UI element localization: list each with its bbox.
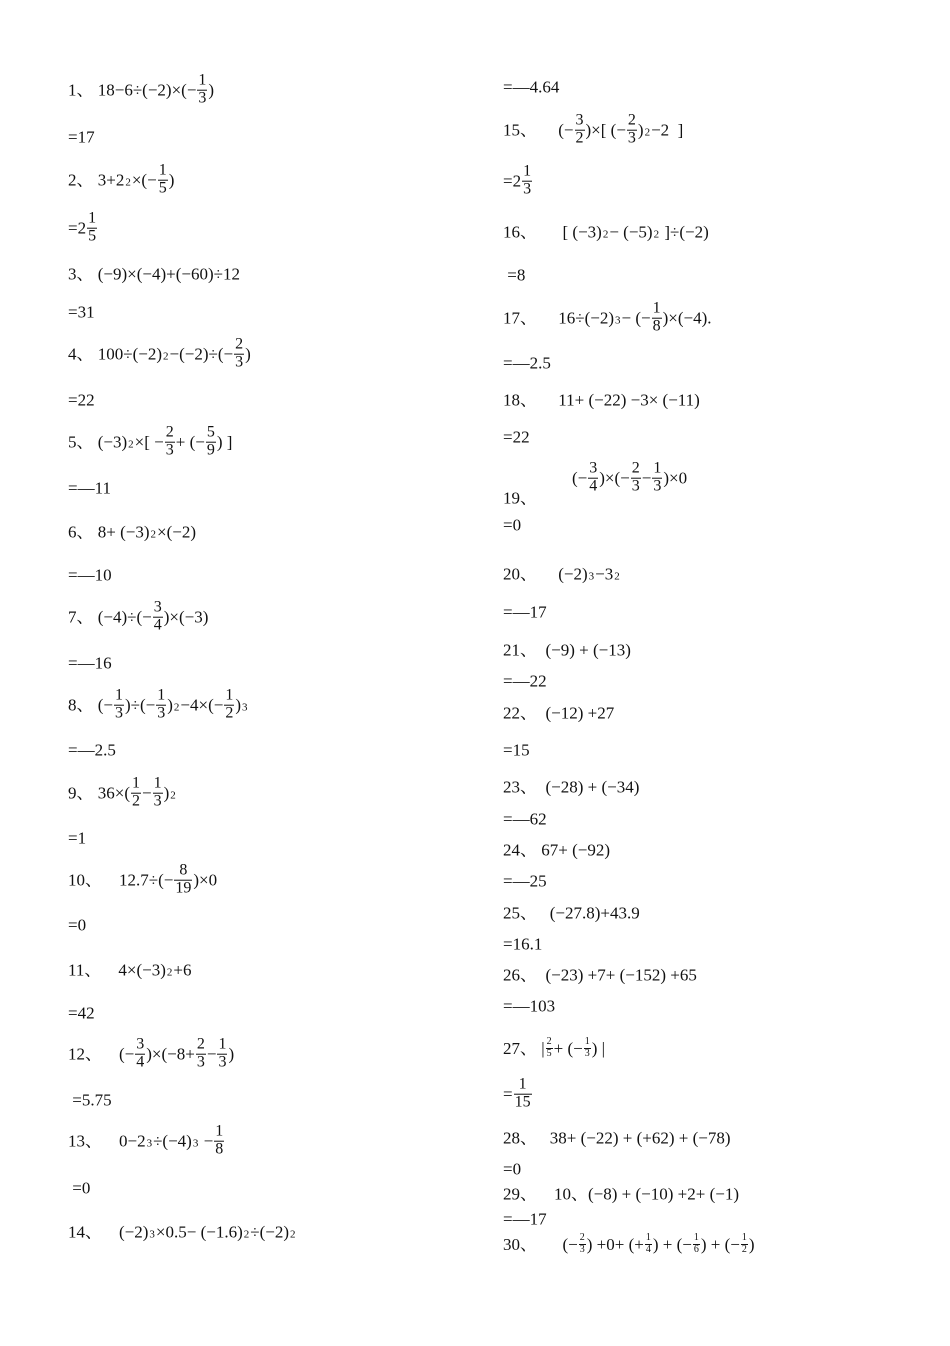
fraction (135, 1037, 145, 1072)
fraction-numerator: 1 (693, 1232, 699, 1243)
math-text: =—62 (503, 809, 547, 829)
math-text: − (−5) (609, 222, 653, 242)
fraction (645, 1233, 652, 1255)
math-text: +6 (173, 960, 192, 980)
fraction-numerator: 1 (741, 1232, 747, 1243)
math-text: 5、 (−3) (68, 432, 128, 452)
exponent: 2 (653, 228, 660, 241)
math-text: =22 (68, 390, 95, 410)
problem-expression-p28 (503, 1128, 731, 1147)
fraction-numerator: 3 (589, 459, 598, 477)
math-text: )×(− (599, 468, 630, 488)
math-text: 6、 8+ (−3) (68, 522, 150, 542)
fraction (652, 301, 662, 336)
fraction (87, 211, 97, 246)
problem-expression-p4 (68, 337, 251, 372)
fraction (196, 1037, 206, 1072)
fraction (197, 73, 207, 108)
problem-answer-p20 (503, 602, 547, 621)
fraction-denominator: 15 (514, 1093, 531, 1111)
problem-expression-p11 (68, 960, 191, 979)
math-text: 1、 18−6÷(−2)×(− (68, 80, 197, 100)
fraction-denominator: 4 (645, 1243, 651, 1255)
math-text: =—11 (68, 478, 111, 498)
problem-answer-p14a (503, 77, 559, 96)
problem-answer-p3 (68, 302, 95, 321)
problem-answer-p29 (503, 1209, 547, 1228)
fraction-numerator: 2 (196, 1035, 205, 1053)
problem-answer-p9 (68, 828, 86, 847)
fraction-denominator: 9 (206, 441, 215, 459)
fraction-numerator: 1 (652, 299, 661, 317)
math-text: 11、 4×(−3) (68, 960, 166, 980)
fraction (156, 688, 166, 723)
fraction (234, 337, 244, 372)
problem-answer-p17 (503, 353, 551, 372)
fraction-numerator: 2 (579, 1232, 585, 1243)
exponent: 2 (128, 438, 134, 451)
fraction (174, 863, 192, 898)
fraction-denominator: 3 (523, 180, 532, 198)
fraction-denominator: 3 (196, 1053, 205, 1071)
fraction-numerator: 2 (235, 335, 244, 353)
fraction-denominator: 4 (153, 616, 162, 634)
problem-expression-p18 (503, 390, 700, 409)
math-text: ×0.5− (−1.6) (155, 1222, 243, 1242)
problem-answer-p19 (503, 515, 521, 534)
math-text: ) | (591, 1038, 606, 1058)
fraction-numerator: 1 (645, 1232, 651, 1243)
fraction-numerator: 1 (523, 162, 532, 180)
math-text: =—17 (503, 602, 547, 622)
math-text: −(−2)÷(− (169, 344, 234, 364)
math-text: =42 (68, 1003, 95, 1023)
fraction-denominator: 8 (652, 317, 661, 335)
math-text: ) + (− (652, 1234, 692, 1254)
math-text: 2、 3+2 (68, 170, 125, 190)
problem-expression-p29 (503, 1184, 739, 1203)
math-text: 21、 (−9) + (−13) (503, 640, 631, 660)
math-text: =16.1 (503, 934, 543, 954)
fraction (575, 113, 585, 148)
math-text: =1 (68, 828, 87, 848)
exponent: 2 (173, 701, 180, 714)
fraction (158, 163, 168, 198)
math-text: 25、 (−27.8)+43.9 (503, 903, 640, 923)
problem-answer-p24 (503, 871, 547, 890)
math-text: =—22 (503, 671, 547, 691)
fraction (514, 1077, 532, 1112)
fraction-denominator: 3 (653, 477, 662, 495)
fraction (153, 600, 163, 635)
fraction (627, 113, 637, 148)
problem-answer-p26 (503, 996, 555, 1015)
fraction-numerator: 1 (115, 686, 123, 704)
math-text: 3、 (−9)×(−4)+(−60)÷12 (68, 264, 240, 284)
problem-answer-p12 (68, 1090, 112, 1109)
fraction (631, 461, 641, 496)
problem-answer-p8 (68, 740, 116, 759)
math-text: 27、 | (503, 1038, 545, 1058)
math-text: =—17 (503, 1209, 547, 1229)
fraction-denominator: 3 (584, 1047, 590, 1059)
fraction (652, 461, 662, 496)
exponent: 3 (615, 314, 621, 327)
math-text: 24、 67+ (−92) (503, 840, 610, 860)
fraction-denominator: 5 (546, 1047, 552, 1059)
math-text: 12、 (− (68, 1044, 135, 1064)
math-text: =0 (503, 1159, 522, 1179)
math-text: − (641, 468, 652, 488)
fraction-denominator: 3 (627, 129, 636, 147)
math-text: =22 (503, 427, 530, 447)
problem-answer-p28 (503, 1159, 521, 1178)
math-text: 13、 0−2 (68, 1131, 146, 1151)
fraction-denominator: 5 (88, 227, 97, 245)
exponent: 2 (614, 570, 620, 583)
math-text: ) (163, 783, 170, 803)
problem-expression-p23 (503, 777, 639, 796)
fraction-numerator: 1 (225, 686, 234, 704)
exponent: 3 (149, 1228, 155, 1241)
problem-expression-p8 (68, 688, 249, 723)
math-text: =—2.5 (503, 353, 551, 373)
fraction-denominator: 8 (215, 1140, 224, 1158)
problem-expression-p27 (503, 1037, 605, 1059)
fraction-numerator: 5 (206, 423, 215, 441)
fraction-numerator: 1 (158, 161, 167, 179)
math-text: ) ] (216, 432, 233, 452)
fraction-denominator: 4 (589, 477, 598, 495)
math-text: 7、 (−4)÷(− (68, 607, 152, 627)
math-text: = (503, 1084, 513, 1104)
math-text: ) (168, 170, 175, 190)
fraction-numerator: 1 (584, 1036, 590, 1047)
math-text: + (− (175, 432, 205, 452)
fraction-numerator: 1 (157, 686, 166, 704)
math-text: 8、 (− (68, 695, 113, 715)
problem-expression-p12 (68, 1037, 234, 1072)
exponent: 2 (163, 350, 169, 363)
math-text: + (− (553, 1038, 583, 1058)
problem-expression-p26 (503, 965, 697, 984)
math-text: )×[ (− (585, 120, 626, 140)
exponent: 2 (290, 1228, 296, 1241)
problem-answer-p22 (503, 740, 530, 759)
math-text: =5.75 (68, 1090, 112, 1110)
math-text: ÷(−4) (153, 1131, 192, 1151)
fraction-denominator: 3 (631, 477, 640, 495)
fraction-denominator: 3 (579, 1243, 585, 1255)
problem-answer-p11 (68, 1003, 95, 1022)
problem-answer-p21 (503, 671, 547, 690)
fraction-denominator: 3 (198, 89, 207, 107)
problem-expression-p25 (503, 903, 640, 922)
problem-expression-p19 (572, 461, 687, 496)
fraction-numerator: 8 (174, 863, 192, 881)
math-text: =31 (68, 302, 95, 322)
fraction-numerator: 1 (215, 1122, 224, 1140)
math-text: − (199, 1131, 214, 1151)
fraction (588, 461, 598, 496)
problem-answer-p2 (68, 211, 98, 246)
math-text: ÷(−2) (250, 1222, 290, 1242)
math-text: − (142, 783, 152, 803)
math-text: − (206, 1044, 217, 1064)
exponent: 2 (644, 126, 651, 139)
fraction-denominator: 2 (575, 129, 584, 147)
fraction-denominator: 3 (218, 1053, 227, 1071)
math-text: −3 (595, 564, 614, 584)
fraction-numerator: 2 (627, 111, 636, 129)
math-text: =0 (68, 1178, 91, 1198)
math-text: ) +0+ (+ (586, 1234, 644, 1254)
fraction-numerator: 1 (218, 1035, 227, 1053)
fraction-denominator: 3 (153, 792, 162, 810)
problem-expression-p30 (503, 1233, 755, 1255)
problem-answer-p13 (68, 1178, 90, 1197)
math-text: 26、 (−23) +7+ (−152) +65 (503, 965, 697, 985)
fraction (131, 776, 141, 811)
fraction-numerator: 1 (514, 1077, 532, 1095)
math-text: =—2.5 (68, 740, 116, 760)
fraction (579, 1233, 586, 1255)
math-text: ) (167, 695, 173, 715)
problem-answer-p5 (68, 478, 111, 497)
fraction-numerator: 2 (165, 423, 174, 441)
math-text: =2 (68, 218, 87, 238)
math-text: (− (572, 468, 588, 488)
math-text: 4、 100÷(−2) (68, 344, 162, 364)
math-text: )×0 (663, 468, 688, 488)
fraction-denominator: 19 (175, 879, 192, 897)
math-text: ) + (− (700, 1234, 740, 1254)
problem-expression-p5 (68, 425, 232, 460)
problem-expression-p9 (68, 776, 177, 811)
problem-expression-p2 (68, 163, 174, 198)
problem-expression-p10 (68, 863, 217, 898)
math-text: ]÷(−2) (660, 222, 709, 242)
problem-answer-p25 (503, 934, 542, 953)
exponent: 3 (242, 701, 248, 714)
math-text: )×(−8+ (146, 1044, 195, 1064)
math-text: ) (208, 80, 215, 100)
problem-answer-p23 (503, 809, 547, 828)
problem-answer-p15 (503, 164, 533, 199)
math-text: =8 (503, 265, 526, 285)
problem-answer-p4 (68, 390, 95, 409)
fraction (153, 776, 163, 811)
fraction-numerator: 2 (546, 1036, 552, 1047)
fraction-denominator: 4 (136, 1053, 145, 1071)
fraction-denominator: 2 (741, 1243, 747, 1255)
problem-expression-p20 (503, 564, 621, 583)
math-text: −4×(− (180, 695, 224, 715)
problem-answer-p7 (68, 653, 112, 672)
math-text: 9、 36×( (68, 783, 130, 803)
problem-answer-p1 (68, 127, 95, 146)
math-text: 20、 (−2) (503, 564, 588, 584)
problem-expression-p1 (68, 73, 214, 108)
math-text: )×0 (193, 870, 218, 890)
math-text: ) (228, 1044, 235, 1064)
math-text: ×(− (131, 170, 157, 190)
math-text: )×(−3) (163, 607, 209, 627)
problem-expression-p13 (68, 1124, 225, 1159)
fraction-denominator: 5 (158, 179, 167, 197)
fraction (114, 688, 124, 723)
fraction-numerator: 1 (198, 71, 207, 89)
fraction (584, 1037, 591, 1059)
fraction (693, 1233, 700, 1255)
fraction-numerator: 1 (153, 774, 162, 792)
exponent: 3 (588, 570, 595, 583)
exponent: 2 (125, 176, 131, 189)
problem-expression-p3 (68, 264, 240, 283)
problem-expression-p24 (503, 840, 610, 859)
fraction (741, 1233, 748, 1255)
fraction-numerator: 3 (136, 1035, 145, 1053)
fraction-numerator: 2 (631, 459, 640, 477)
fraction-denominator: 2 (132, 792, 140, 810)
problem-expression-p15 (503, 113, 683, 148)
problem-expression-p21 (503, 640, 631, 659)
math-text: ) (637, 120, 644, 140)
fraction (165, 425, 175, 460)
fraction (546, 1037, 553, 1059)
problem-answer-p27 (503, 1077, 533, 1112)
math-text: 17、 16÷(−2) (503, 308, 614, 328)
problem-expression-p7 (68, 600, 208, 635)
math-text: ×[ − (134, 432, 164, 452)
math-text: =0 (68, 915, 87, 935)
exponent: 3 (192, 1137, 199, 1150)
fraction-numerator: 1 (653, 459, 662, 477)
math-text: =—103 (503, 996, 556, 1016)
fraction (522, 164, 532, 199)
fraction-numerator: 1 (132, 774, 140, 792)
math-text: =2 (503, 171, 522, 191)
math-text: 16、 [ (−3) (503, 222, 602, 242)
problem-expression-p22 (503, 703, 614, 722)
exponent: 2 (602, 228, 609, 241)
fraction-denominator: 3 (235, 353, 244, 371)
math-text: 29、 10、(−8) + (−10) +2+ (−1) (503, 1184, 739, 1204)
math-text: ) (235, 695, 242, 715)
math-text: 28、 38+ (−22) + (+62) + (−78) (503, 1128, 731, 1148)
math-text: − (− (621, 308, 651, 328)
math-text: 22、 (−12) +27 (503, 703, 615, 723)
math-text: 18、 11+ (−22) −3× (−11) (503, 390, 700, 410)
problem-answer-p16 (503, 265, 525, 284)
fraction (214, 1124, 224, 1159)
fraction-denominator: 3 (165, 441, 174, 459)
problem-expression-p14 (68, 1222, 297, 1241)
math-text: =0 (503, 515, 522, 535)
fraction (217, 1037, 227, 1072)
math-text: =—10 (68, 565, 112, 585)
math-text: =—25 (503, 871, 547, 891)
math-text: ) (245, 344, 251, 364)
fraction-denominator: 3 (157, 704, 166, 722)
problem-answer-p6 (68, 565, 112, 584)
problem-expression-p17 (503, 301, 712, 336)
math-text: 15、 (− (503, 120, 574, 140)
math-text: )×(−4). (662, 308, 712, 328)
exponent: 2 (170, 789, 176, 802)
math-text: 23、 (−28) + (−34) (503, 777, 640, 797)
math-text: )÷(− (125, 695, 156, 715)
fraction-denominator: 2 (225, 704, 234, 722)
math-text: ×(−2) (157, 522, 196, 542)
exponent: 2 (243, 1228, 250, 1241)
fraction-numerator: 1 (88, 209, 97, 227)
math-text: −2 ] (651, 120, 684, 140)
math-text: ) (748, 1234, 755, 1254)
math-text: =17 (68, 127, 95, 147)
problem-expression-p16 (503, 222, 709, 241)
math-text: =15 (503, 740, 530, 760)
fraction-denominator: 3 (115, 704, 123, 722)
fraction-numerator: 3 (153, 598, 162, 616)
problem-label-p19: 19、 (503, 488, 537, 508)
problem-answer-p10 (68, 915, 86, 934)
problem-answer-p18 (503, 427, 530, 446)
fraction (224, 688, 234, 723)
problem-expression-p6 (68, 522, 196, 541)
exponent: 2 (150, 528, 156, 541)
fraction-denominator: 6 (693, 1243, 699, 1255)
fraction-numerator: 3 (575, 111, 584, 129)
exponent: 3 (146, 1137, 153, 1150)
math-text: 30、 (− (503, 1234, 578, 1254)
math-text: 14、 (−2) (68, 1222, 149, 1242)
exponent: 2 (166, 966, 173, 979)
math-text: =—4.64 (503, 77, 560, 97)
math-text: =—16 (68, 653, 112, 673)
fraction (206, 425, 216, 460)
math-text: 10、 12.7÷(− (68, 870, 174, 890)
